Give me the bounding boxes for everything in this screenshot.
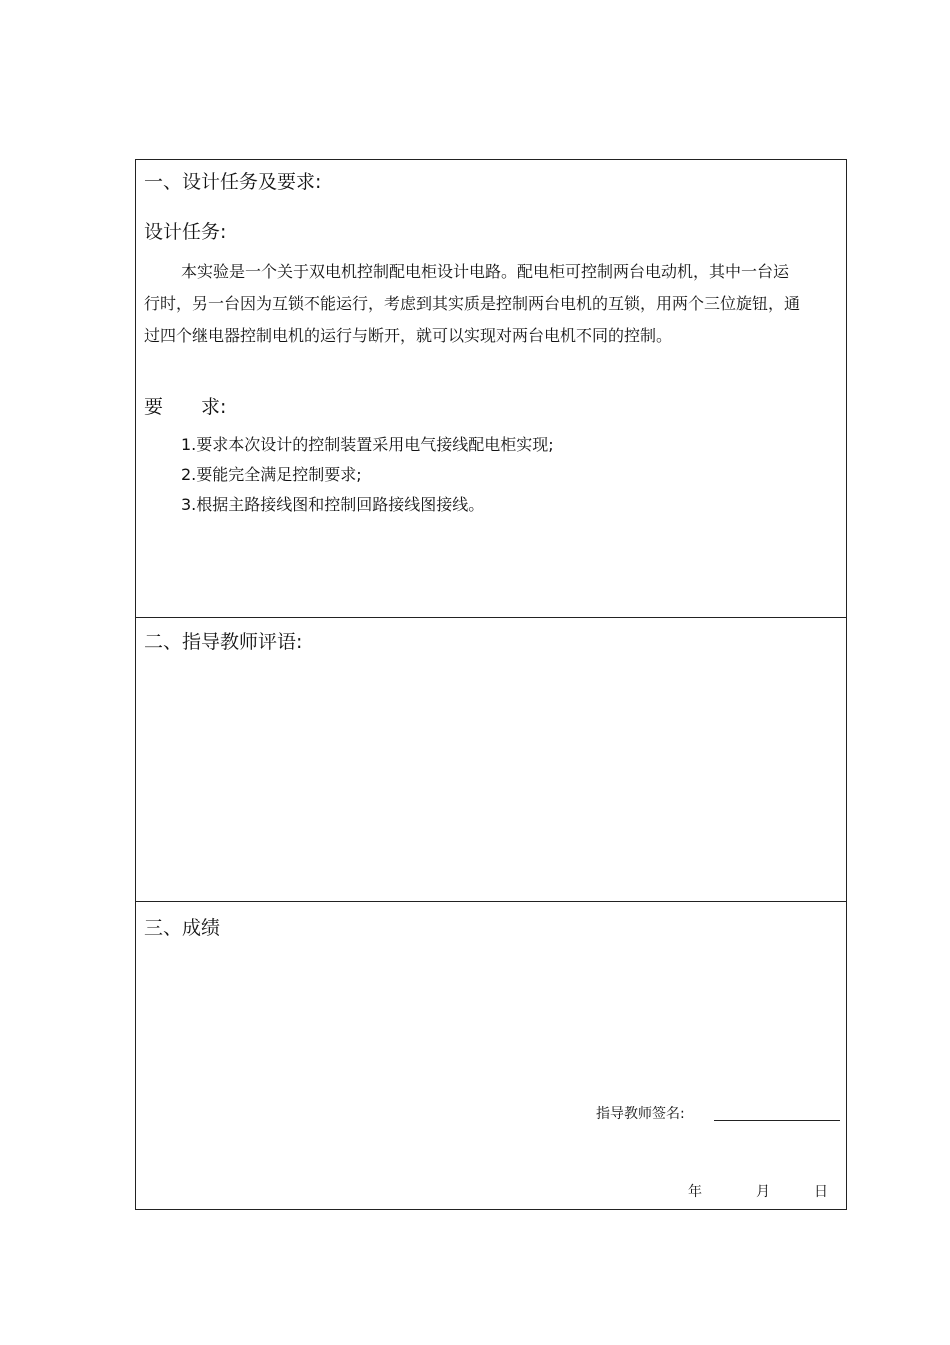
task-title: 设计任务: — [144, 221, 227, 243]
section-heading: 一、设计任务及要求: — [144, 171, 322, 193]
task-description: 本实验是一个关于双电机控制配电柜设计电路。配电柜可控制两台电动机，其中一台运行时，另一台因为互锁不能运行，考虑到其实质是控制两台电机的互锁，用两个三位旋钮，通过四个继电器控制电机的运行与断开，就可以实现对两台电机不同的控制。 — [144, 262, 801, 345]
signature-line — [714, 1120, 840, 1121]
requirements-title: 要 求: — [144, 396, 227, 418]
date-month-label: 月 — [756, 1184, 770, 1200]
requirements-list — [181, 430, 554, 520]
grade-section — [136, 902, 846, 1210]
section-heading: 二、指导教师评语: — [144, 631, 303, 653]
date-year-label: 年 — [688, 1184, 702, 1200]
list-item: 1.要求本次设计的控制装置采用电气接线配电柜实现; — [181, 435, 554, 454]
design-task-section — [136, 160, 846, 618]
list-item: 3.根据主路接线图和控制回路接线图接线。 — [181, 495, 485, 514]
signature-label: 指导教师签名: — [596, 1106, 685, 1122]
form-table — [135, 159, 847, 1210]
teacher-comment-section — [136, 618, 846, 902]
list-item: 2.要能完全满足控制要求; — [181, 465, 362, 484]
date-day-label: 日 — [814, 1184, 828, 1200]
section-heading: 三、成绩 — [144, 917, 221, 939]
